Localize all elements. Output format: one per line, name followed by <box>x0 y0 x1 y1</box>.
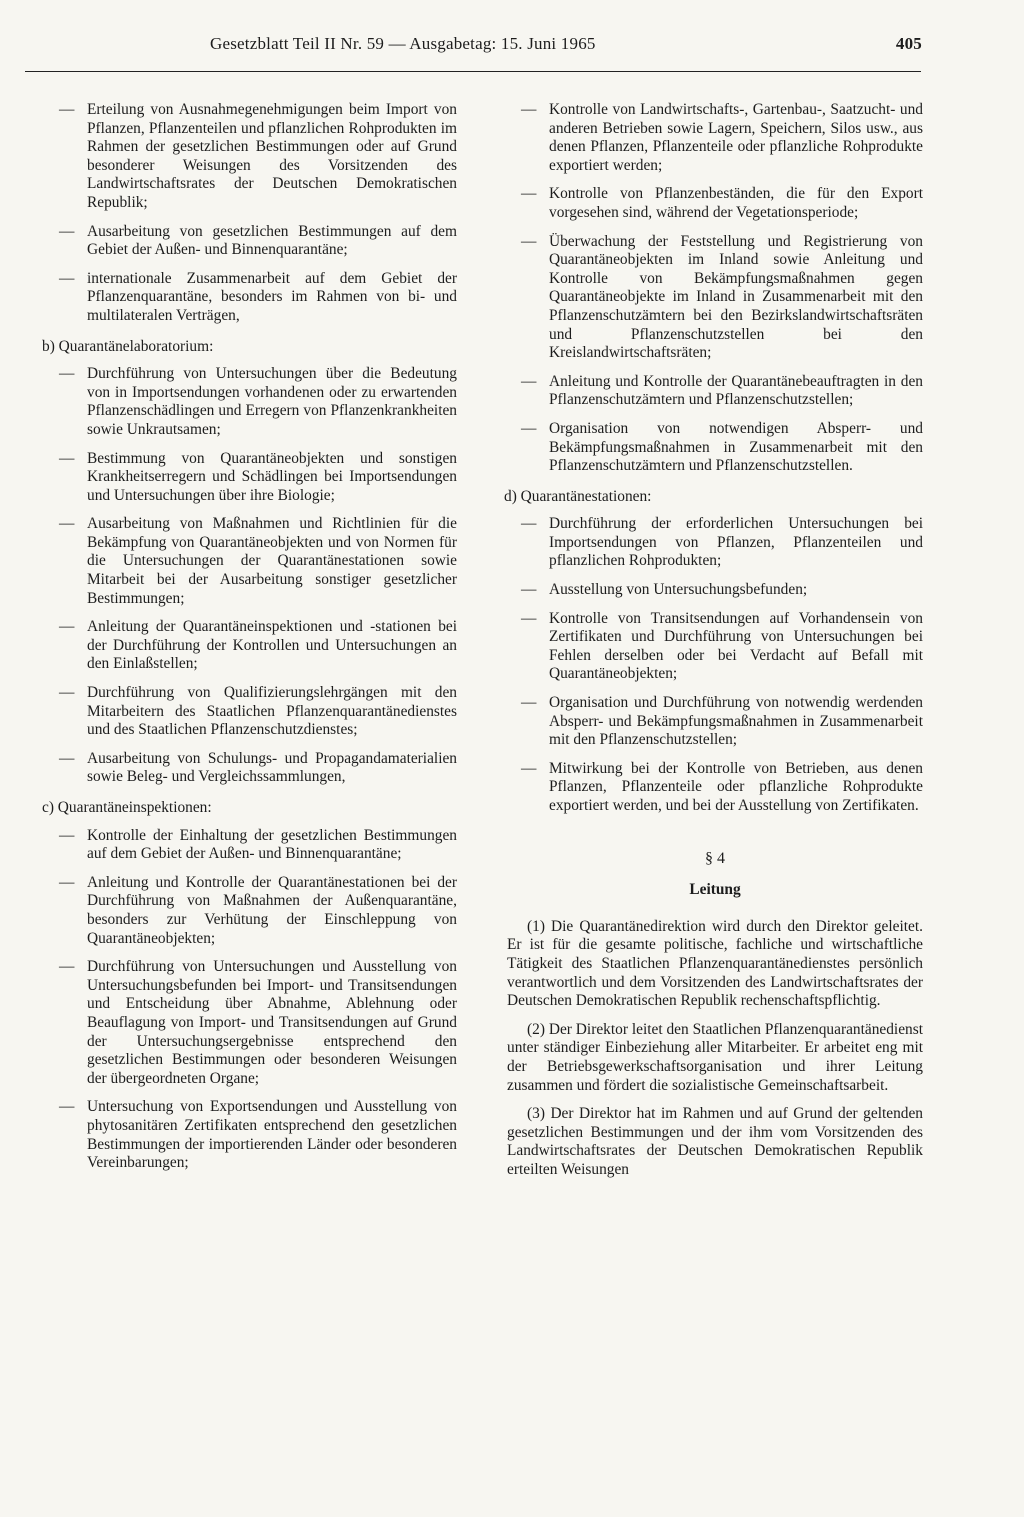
list-item <box>507 610 923 684</box>
item-text: Ausarbeitung von Maßnahmen und Richtlinien für die Bekämpfung von Quarantäneobjekten und von Normen für die Untersuchungen der Quarantänestationen sowie Mitarbeit bei der Ausarbeitung sonstiger gesetzlicher Bestimmungen; <box>87 515 457 607</box>
section-title: Leitung <box>689 881 741 899</box>
list-item <box>45 365 457 439</box>
list-item <box>507 185 923 222</box>
list-item <box>45 450 457 506</box>
dash-bullet: — <box>59 222 75 240</box>
section-number: § 4 <box>705 849 725 867</box>
dash-bullet: — <box>521 515 537 533</box>
item-text: Kontrolle von Transitsendungen auf Vorhandensein von Zertifikaten und Durchführung von Untersuchungen bei Fehlen derselben oder bei Verdacht auf Befall mit Quarantäneobjekten; <box>549 609 923 683</box>
item-text: Bestimmung von Quarantäneobjekten und sonstigen Krankheitserregern und Schädlingen bei Importsendungen und Untersuchungen über ihre Biologie; <box>87 449 457 504</box>
dash-bullet: — <box>521 232 537 250</box>
list-item <box>45 827 457 864</box>
dash-bullet: — <box>521 419 537 437</box>
list-item <box>507 760 923 816</box>
list-item <box>45 270 457 326</box>
dash-bullet: — <box>521 372 537 390</box>
group-heading-d: d) Quarantänestationen: <box>504 487 652 505</box>
list-item <box>507 515 923 571</box>
list-item <box>45 874 457 948</box>
list-item <box>45 618 457 674</box>
list-item <box>45 1098 457 1172</box>
item-text: Anleitung und Kontrolle der Quarantänebeauftragten in den Pflanzenschutzämtern und Pflanzenschutzstellen; <box>549 372 923 409</box>
item-text: Durchführung von Qualifizierungslehrgängen mit den Mitarbeitern des Staatlichen Pflanzenquarantänedienstes und des Staatlichen Pflanzenschutzdienstes; <box>87 684 457 739</box>
list-item <box>507 694 923 750</box>
dash-bullet: — <box>59 269 75 287</box>
list-item <box>45 223 457 260</box>
paragraph: (2) Der Direktor leitet den Staatlichen Pflanzenquarantänedienst unter ständiger Einbeziehung aller Mitarbeiter. Er arbeitet eng mit der Betriebsgewerkschaftsorganisation und ihrer Leitung zusammen und fördert die sozialistische Gemeinschaftsarbeit. <box>507 1020 923 1094</box>
dash-bullet: — <box>59 618 75 636</box>
dash-bullet: — <box>521 694 537 712</box>
group-heading-c: c) Quarantäneinspektionen: <box>42 799 212 816</box>
list-item <box>45 958 457 1088</box>
dash-bullet: — <box>521 185 537 203</box>
dash-bullet: — <box>59 684 75 702</box>
item-text: Ausarbeitung von gesetzlichen Bestimmungen auf dem Gebiet der Außen- und Binnenquarantäne; <box>87 222 457 259</box>
left-column <box>42 101 457 1183</box>
item-text: Ausarbeitung von Schulungs- und Propagandamaterialien sowie Beleg- und Vergleichssammlungen, <box>87 749 457 786</box>
page-number: 405 <box>895 34 922 53</box>
item-text: Untersuchung von Exportsendungen und Ausstellung von phytosanitären Zertifikaten entsprechend den gesetzlichen Bestimmungen der importierenden Länder oder besonderen Vereinbarungen; <box>87 1098 457 1172</box>
dash-bullet: — <box>59 365 75 383</box>
item-text: Durchführung der erforderlichen Untersuchungen bei Importsendungen von Pflanzen, Pflanzenteilen und pflanzlichen Rohprodukten; <box>549 515 923 570</box>
header-rule <box>25 71 921 72</box>
dash-bullet: — <box>521 581 537 599</box>
dash-bullet: — <box>59 515 75 533</box>
right-column <box>504 101 923 1190</box>
item-text: Kontrolle von Landwirtschafts-, Gartenbau-, Saatzucht- und anderen Betrieben sowie Lagern, Speichern, Silos usw., aus denen Pflanzen, Pflanzenteile oder pflanzliche Rohprodukte exportiert werden; <box>549 101 923 174</box>
dash-bullet: — <box>59 873 75 891</box>
item-text: Überwachung der Feststellung und Registrierung von Quarantäneobjekten im Inland sowie Anleitung und Kontrolle von Bekämpfungsmaßnahmen gegen Quarantäneobjekte im Inland in Zusammenarbeit mit den Pflanzenschutzämtern bei den Bezirkslandwirtschaftsräten und Pflanzenschutzstellen bei den Kreislandwirtschaftsräten; <box>549 232 923 362</box>
list-item <box>45 684 457 740</box>
dash-bullet: — <box>59 1098 75 1116</box>
dash-bullet: — <box>59 749 75 767</box>
item-text: internationale Zusammenarbeit auf dem Gebiet der Pflanzenquarantäne, besonders im Rahmen von bi- und multilateralen Verträgen, <box>87 269 457 324</box>
paragraph: (1) Die Quarantänedirektion wird durch den Direktor geleitet. Er ist für die gesamte politische, fachliche und wirtschaftliche Tätigkeit des Staatlichen Pflanzenquarantänedienstes persönlich verantwortlich und dem Vorsitzenden des Landwirtschaftsrates der Deutschen Demokratischen Republik rechenschaftspflichtig. <box>507 917 923 1010</box>
list-item <box>507 101 923 175</box>
item-text: Kontrolle der Einhaltung der gesetzlichen Bestimmungen auf dem Gebiet der Außen- und Binnenquarantäne; <box>87 826 457 863</box>
list-item <box>45 515 457 608</box>
list-item <box>45 750 457 787</box>
item-text: Kontrolle von Pflanzenbeständen, die für den Export vorgesehen sind, während der Vegetationsperiode; <box>549 185 923 221</box>
dash-bullet: — <box>59 449 75 467</box>
group-heading-b: b) Quarantänelaboratorium: <box>42 337 214 355</box>
list-item <box>507 420 923 476</box>
dash-bullet: — <box>59 101 75 118</box>
item-text: Anleitung und Kontrolle der Quarantänestationen bei der Durchführung von Maßnahmen der Außenquarantäne, besonders zur Verhütung der Einschleppung von Quarantäneobjekten; <box>87 873 457 947</box>
item-text: Anleitung der Quarantäneinspektionen und -stationen bei der Durchführung der Kontrollen und Untersuchungen an den Einlaßstellen; <box>87 618 457 673</box>
dash-bullet: — <box>59 958 75 976</box>
list-item <box>45 101 457 213</box>
item-text: Durchführung von Untersuchungen über die Bedeutung von in Importsendungen vorhandenen oder zu erwartenden Pflanzenschädlingen und Erregern von Pflanzenkrankheiten sowie Unkrautsamen; <box>87 365 457 438</box>
item-text: Organisation von notwendigen Absperr- und Bekämpfungsmaßnahmen in Zusammenarbeit mit den Pflanzenschutzämtern und Pflanzenschutzstellen. <box>549 419 923 475</box>
item-text: Ausstellung von Untersuchungsbefunden; <box>549 581 808 599</box>
item-text: Mitwirkung bei der Kontrolle von Betrieben, aus denen Pflanzen, Pflanzenteile oder pflanzliche Rohprodukte exportiert werden, und bei der Ausstellung von Zertifikaten. <box>549 759 923 814</box>
list-item <box>507 581 923 600</box>
list-item <box>507 233 923 363</box>
header-title: Gesetzblatt Teil II Nr. 59 — Ausgabetag: 15. Juni 1965 <box>210 34 596 53</box>
dash-bullet: — <box>521 609 537 627</box>
dash-bullet: — <box>59 826 75 844</box>
item-text: Erteilung von Ausnahmegenehmigungen beim Import von Pflanzen, Pflanzenteilen und pflanzlichen Rohprodukten im Rahmen der gesetzlichen Bestimmungen oder auf Grund besonderer Weisungen des Vorsitzenden des Landwirtschaftsrates der Deutschen Demokratischen Republik; <box>87 101 457 211</box>
item-text: Durchführung von Untersuchungen und Ausstellung von Untersuchungsbefunden bei Import- und Transitsendungen und Entscheidung über Abnahme, Ablehnung oder Beauflagung von Import- und Transitsendungen auf Grund der Untersuchungsergebnisse entsprechend den gesetzlichen Bestimmungen oder besonderen Weisungen der übergeordneten Organe; <box>87 958 457 1087</box>
dash-bullet: — <box>521 101 537 118</box>
list-item <box>507 373 923 410</box>
dash-bullet: — <box>521 759 537 777</box>
paragraph: (3) Der Direktor hat im Rahmen und auf Grund der geltenden gesetzlichen Bestimmungen und der ihm vom Vorsitzenden des Landwirtschaftsrates der Deutschen Demokratischen Republik erteilten Weisungen <box>507 1105 923 1178</box>
item-text: Organisation und Durchführung von notwendig werdenden Absperr- und Bekämpfungsmaßnahmen in Zusammenarbeit mit den Pflanzenschutzstellen; <box>549 694 923 749</box>
